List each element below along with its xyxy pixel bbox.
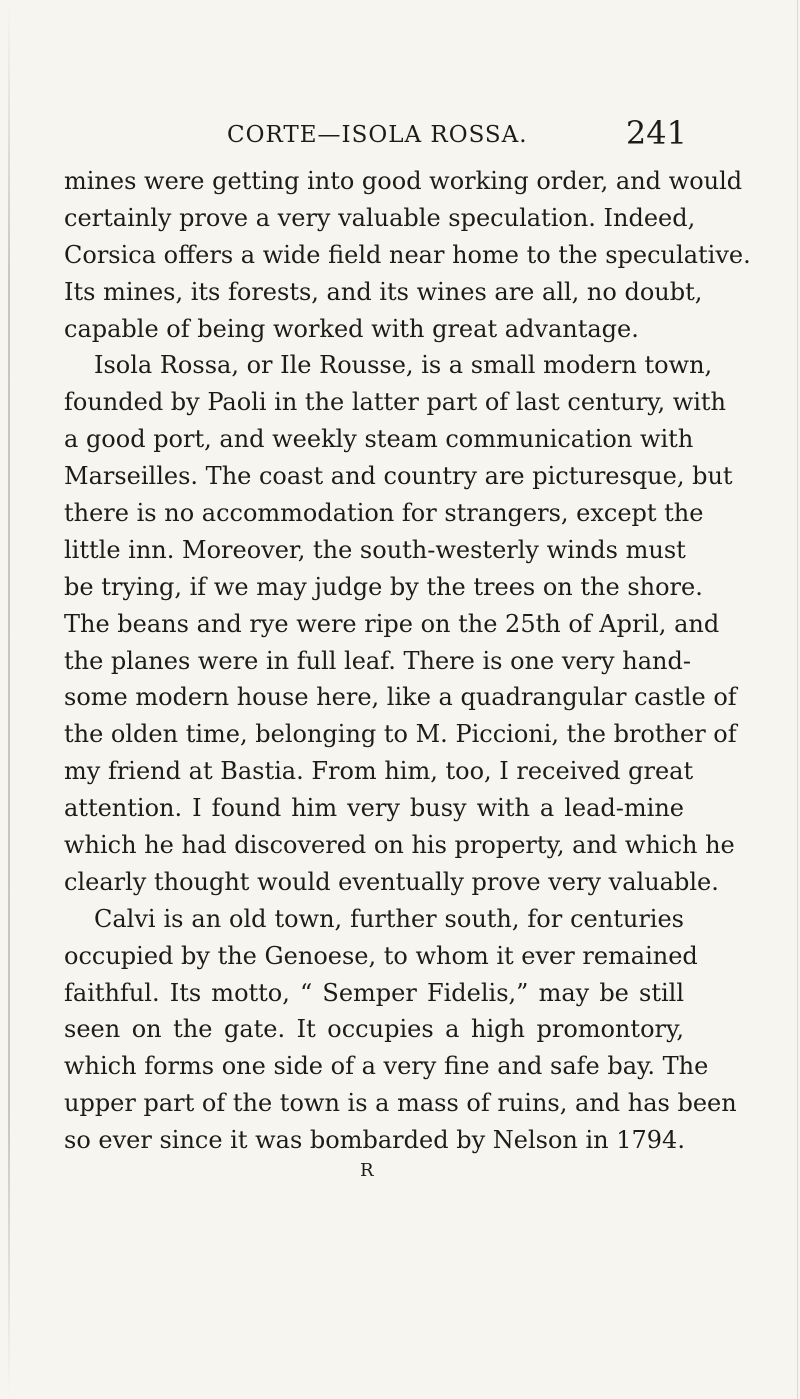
text-line: be trying, if we may judge by the trees on the shore. [64,572,703,601]
text-line: Marseilles. The coast and country are picturesque, but [64,462,733,491]
running-head: CORTE—ISOLA ROSSA. [227,122,528,148]
page-number: 241 [625,114,687,152]
body-text [64,163,751,1159]
text-line: my friend at Bastia. From him, too, I received great [64,757,694,786]
text-line: faithful. Its motto, “ Semper Fidelis,” may be still [64,978,684,1007]
page-header [227,114,687,158]
text-line: the planes were in full leaf. There is one very hand- [64,646,691,675]
text-line: which he had discovered on his property, and which he [64,831,735,860]
page-edge-right [797,0,798,1399]
text-line: founded by Paoli in the latter part of last century, with [64,388,727,417]
text-line: Its mines, its forests, and its wines are all, no doubt, [64,277,703,306]
text-line: occupied by the Genoese, to whom it ever remained [64,941,698,970]
text-line: Isola Rossa, or Ile Rousse, is a small modern town, [94,351,713,380]
text-line: a good port, and weekly steam communication with [64,425,694,454]
text-line: so ever since it was bombarded by Nelson in 1794. [64,1126,685,1155]
text-line: mines were getting into good working order, and would [64,167,743,195]
text-line: little inn. Moreover, the south-westerly winds must [64,535,686,564]
text-line: The beans and rye were ripe on the 25th of April, and [64,609,720,638]
text-line: seen on the gate. It occupies a high promontory, [64,1015,684,1044]
text-line: capable of being worked with great advantage. [64,314,639,343]
text-line: some modern house here, like a quadrangular castle of [64,683,737,712]
text-line: clearly thought would eventually prove very valuable. [64,867,719,896]
text-line: upper part of the town is a mass of ruins, and has been [64,1089,737,1118]
text-line: there is no accommodation for strangers, except the [64,499,704,528]
text-line: Corsica offers a wide field near home to the speculative. [64,240,751,269]
text-line: Calvi is an old town, further south, for centuries [94,904,684,933]
signature-mark: R [360,1160,374,1181]
text-line: which forms one side of a very fine and safe bay. The [64,1052,709,1081]
text-line: the olden time, belonging to M. Piccioni, the brother of [64,720,737,749]
page-edge-shadow [8,0,10,1399]
text-line: attention. I found him very busy with a lead-mine [64,794,684,823]
text-line: certainly prove a very valuable speculation. Indeed, [64,203,696,232]
